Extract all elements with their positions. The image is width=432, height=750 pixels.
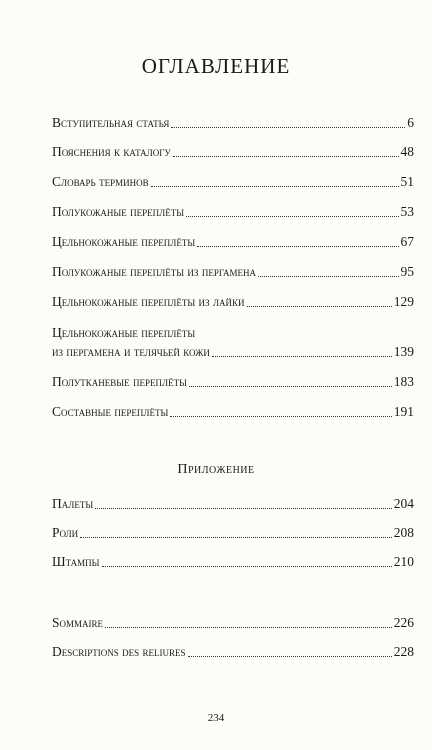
toc-entry-page: 95 [400,264,414,279]
toc-entry-page: 226 [393,615,414,630]
toc-entry-label: Палеты [52,496,94,511]
toc-entry-page: 210 [393,554,414,569]
dot-leader [102,565,392,567]
toc-entry-label: Вступительная статья [52,115,170,130]
dot-leader [197,245,398,247]
dot-leader [189,385,392,387]
toc-entry [52,614,414,632]
toc-entry-page: 6 [407,115,414,130]
dot-leader [212,355,392,357]
toc-entry-page: 67 [400,234,414,249]
toc-entry-label: Descriptions des reliures [52,644,186,659]
toc-entry-page: 191 [393,404,414,419]
toc-entry-label-line1: Цельнокожаные переплёты [52,325,196,340]
toc-entry [52,343,414,361]
toc-entry-label: из пергамена и телячьей кожи [52,344,210,359]
toc-entry-label: Полукожаные переплёты [52,204,185,219]
toc-entry [52,114,414,132]
toc-entry-label: Цельнокожаные переплёты из лайки [52,294,245,309]
toc-entry-label: Полутканевые переплёты [52,374,187,389]
dot-leader [171,126,405,128]
toc-entry-page: 51 [400,174,414,189]
toc-entry-page: 228 [393,644,414,659]
toc-entry-page: 48 [400,144,414,159]
toc-entry-label: Sommaire [52,615,104,630]
toc-entry [52,233,414,251]
toc-entry [52,524,414,542]
toc-entry-label: Словарь терминов [52,174,149,189]
dot-leader [173,155,399,157]
page-title: ОГЛАВЛЕНИЕ [141,54,291,78]
toc-entry [52,495,414,513]
toc-entry-label: Штампы [52,554,100,569]
toc-entry-page: 53 [400,204,414,219]
toc-entry-label: Пояснения к каталогу [52,144,171,159]
dot-leader [170,415,391,417]
toc-entry-page: 129 [393,294,414,309]
toc-entry-label: Полукожаные переплёты из пергамена [52,264,257,279]
dot-leader [80,536,392,538]
page-number: 234 [207,712,225,724]
toc-entry [52,403,414,421]
toc-entry [52,293,414,311]
toc-entry-page: 183 [393,374,414,389]
toc-entry [52,143,414,161]
toc-entry-page: 208 [393,525,414,540]
toc-entry [52,173,414,191]
toc-entry [52,263,414,281]
dot-leader [186,215,398,217]
dot-leader [247,305,392,307]
dot-leader [95,507,392,509]
toc-entry-page: 204 [393,496,414,511]
toc-entry [52,553,414,571]
toc-entry-page: 139 [393,344,414,359]
dot-leader [151,185,399,187]
dot-leader [188,655,392,657]
toc-entry [52,643,414,661]
toc-entry [52,203,414,221]
toc-entry-label: Составные переплёты [52,404,169,419]
toc-entry [52,373,414,391]
toc-entry-label: Роли [52,525,79,540]
toc-entry-label: Цельнокожаные переплёты [52,234,196,249]
dot-leader [105,626,392,628]
appendix-title: Приложение [177,462,255,477]
dot-leader [258,275,398,277]
